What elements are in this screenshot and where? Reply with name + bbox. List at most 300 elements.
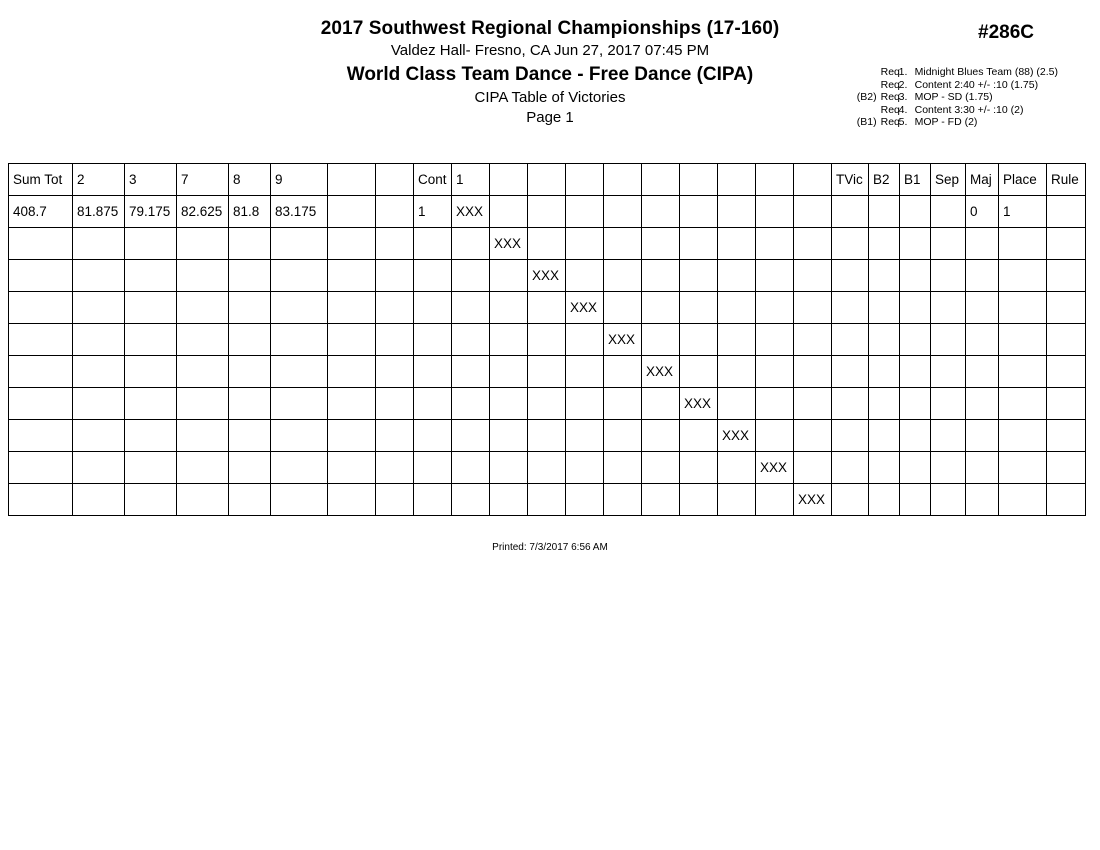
table-cell: 82.625 <box>177 196 229 228</box>
column-header <box>376 164 414 196</box>
table-cell <box>931 484 966 516</box>
table-cell <box>999 356 1047 388</box>
table-cell <box>794 420 832 452</box>
table-cell <box>9 356 73 388</box>
table-cell <box>642 388 680 420</box>
table-cell <box>271 420 328 452</box>
requirement-row <box>849 66 1058 79</box>
table-cell <box>999 388 1047 420</box>
table-cell: 1 <box>414 196 452 228</box>
table-cell <box>966 324 999 356</box>
table-cell <box>869 260 900 292</box>
table-cell <box>414 420 452 452</box>
table-cell <box>328 388 376 420</box>
requirement-number: 3. <box>898 91 908 104</box>
requirement-number: 4. <box>898 103 908 116</box>
table-cell <box>869 356 900 388</box>
table-cell <box>528 420 566 452</box>
table-cell <box>966 356 999 388</box>
table-cell <box>604 260 642 292</box>
table-cell <box>177 388 229 420</box>
table-cell <box>966 420 999 452</box>
table-cell <box>414 356 452 388</box>
table-cell <box>604 420 642 452</box>
table-cell <box>604 292 642 324</box>
table-cell <box>528 324 566 356</box>
column-header <box>328 164 376 196</box>
column-header: TVic <box>832 164 869 196</box>
requirement-text: MOP - SD (1.75) <box>914 91 993 104</box>
table-cell <box>900 484 931 516</box>
table-cell <box>604 452 642 484</box>
table-cell <box>900 196 931 228</box>
table-cell <box>832 260 869 292</box>
table-cell <box>9 292 73 324</box>
table-cell: XXX <box>566 292 604 324</box>
table-cell <box>9 420 73 452</box>
column-header: B2 <box>869 164 900 196</box>
table-cell <box>869 388 900 420</box>
table-cell <box>376 452 414 484</box>
report-subtitle: CIPA Table of Victories <box>474 89 626 106</box>
table-cell <box>642 228 680 260</box>
table-cell <box>1047 196 1086 228</box>
table-cell <box>9 228 73 260</box>
table-cell <box>832 388 869 420</box>
table-cell <box>832 484 869 516</box>
table-cell <box>999 420 1047 452</box>
table-cell <box>271 228 328 260</box>
table-cell <box>528 196 566 228</box>
table-cell <box>376 484 414 516</box>
table-cell <box>756 324 794 356</box>
table-cell <box>794 292 832 324</box>
table-cell <box>328 292 376 324</box>
table-cell: XXX <box>718 420 756 452</box>
table-cell: XXX <box>642 356 680 388</box>
table-cell <box>869 228 900 260</box>
table-cell <box>900 324 931 356</box>
column-header <box>604 164 642 196</box>
table-cell <box>794 356 832 388</box>
table-cell <box>73 292 125 324</box>
table-cell <box>1047 228 1086 260</box>
table-cell <box>966 388 999 420</box>
column-header: Maj <box>966 164 999 196</box>
table-cell <box>900 260 931 292</box>
table-cell <box>756 228 794 260</box>
table-cell <box>1047 356 1086 388</box>
table-cell <box>490 260 528 292</box>
column-header <box>680 164 718 196</box>
table-cell <box>869 484 900 516</box>
table-cell <box>229 228 271 260</box>
table-cell <box>680 292 718 324</box>
table-cell <box>229 356 271 388</box>
table-cell <box>566 356 604 388</box>
table-cell <box>869 292 900 324</box>
table-cell <box>271 260 328 292</box>
table-row <box>9 484 1086 516</box>
table-cell <box>328 356 376 388</box>
requirement-label: Req <box>880 91 900 104</box>
table-cell <box>490 420 528 452</box>
table-row <box>9 324 1086 356</box>
table-cell <box>794 260 832 292</box>
table-cell <box>718 260 756 292</box>
table-cell <box>528 356 566 388</box>
event-title: World Class Team Dance - Free Dance (CIPA) <box>346 64 754 85</box>
table-cell <box>376 260 414 292</box>
table-cell <box>931 324 966 356</box>
requirement-label: Req <box>880 103 900 116</box>
table-cell <box>414 388 452 420</box>
table-cell <box>680 484 718 516</box>
table-cell <box>832 228 869 260</box>
table-cell <box>756 484 794 516</box>
table-cell: 81.8 <box>229 196 271 228</box>
table-cell <box>271 484 328 516</box>
table-cell <box>832 452 869 484</box>
requirement-row <box>849 104 1058 117</box>
table-cell <box>966 292 999 324</box>
column-header <box>794 164 832 196</box>
table-cell <box>73 228 125 260</box>
table-row <box>9 196 1086 228</box>
table-cell <box>414 452 452 484</box>
column-header <box>528 164 566 196</box>
requirements-list <box>849 66 1058 129</box>
requirement-prefix: (B1) <box>856 116 877 129</box>
table-cell <box>490 196 528 228</box>
table-cell <box>718 324 756 356</box>
table-row <box>9 452 1086 484</box>
table-cell <box>680 196 718 228</box>
table-cell <box>756 292 794 324</box>
table-cell <box>9 324 73 356</box>
table-cell <box>271 356 328 388</box>
table-cell <box>604 196 642 228</box>
table-cell <box>642 484 680 516</box>
table-cell <box>832 356 869 388</box>
table-cell <box>125 420 177 452</box>
table-cell <box>414 292 452 324</box>
table-cell <box>642 324 680 356</box>
table-cell: XXX <box>490 228 528 260</box>
table-cell: XXX <box>604 324 642 356</box>
table-cell <box>566 388 604 420</box>
table-cell <box>931 228 966 260</box>
table-cell <box>931 260 966 292</box>
requirement-prefix: (B2) <box>856 91 877 104</box>
table-cell <box>452 228 490 260</box>
requirement-row <box>849 79 1058 92</box>
competition-title: 2017 Southwest Regional Championships (17-160) <box>320 18 780 39</box>
table-cell <box>452 324 490 356</box>
table-cell <box>229 452 271 484</box>
table-cell <box>528 388 566 420</box>
table-cell <box>999 484 1047 516</box>
table-cell <box>229 484 271 516</box>
requirement-text: Content 3:30 +/- :10 (2) <box>914 103 1024 116</box>
table-cell: XXX <box>794 484 832 516</box>
table-row <box>9 388 1086 420</box>
column-header: B1 <box>900 164 931 196</box>
table-cell <box>452 260 490 292</box>
table-cell <box>931 292 966 324</box>
venue-line: Valdez Hall- Fresno, CA Jun 27, 2017 07:45 PM <box>390 42 710 59</box>
table-cell <box>604 484 642 516</box>
table-cell <box>642 420 680 452</box>
column-header <box>642 164 680 196</box>
table-cell <box>900 228 931 260</box>
table-cell <box>869 420 900 452</box>
table-cell <box>900 420 931 452</box>
column-header: 8 <box>229 164 271 196</box>
table-cell <box>490 356 528 388</box>
table-cell <box>1047 420 1086 452</box>
requirement-label: Req <box>880 78 900 91</box>
column-header: Sum Tot <box>9 164 73 196</box>
table-cell <box>414 228 452 260</box>
table-cell <box>869 324 900 356</box>
table-cell <box>271 452 328 484</box>
table-cell <box>966 484 999 516</box>
table-cell <box>900 292 931 324</box>
requirement-prefix <box>849 104 881 117</box>
table-cell <box>490 452 528 484</box>
table-cell <box>125 484 177 516</box>
document-header <box>0 0 1100 127</box>
table-cell: 83.175 <box>271 196 328 228</box>
printed-text: Printed: 7/3/2017 6:56 AM <box>492 542 608 553</box>
table-cell <box>177 228 229 260</box>
table-cell <box>328 452 376 484</box>
table-cell <box>73 260 125 292</box>
table-header-row <box>9 164 1086 196</box>
table-cell: XXX <box>680 388 718 420</box>
requirement-row <box>849 116 1058 129</box>
table-cell <box>177 420 229 452</box>
column-header <box>566 164 604 196</box>
table-cell <box>177 484 229 516</box>
table-cell: XXX <box>756 452 794 484</box>
table-cell <box>9 452 73 484</box>
table-cell <box>999 260 1047 292</box>
table-cell <box>794 388 832 420</box>
table-cell <box>125 292 177 324</box>
table-cell: 81.875 <box>73 196 125 228</box>
column-header: Cont <box>414 164 452 196</box>
table-cell <box>566 196 604 228</box>
table-cell <box>229 292 271 324</box>
printed-stamp <box>0 542 1100 553</box>
column-header: Place <box>999 164 1047 196</box>
table-cell <box>900 356 931 388</box>
table-cell <box>566 484 604 516</box>
table-cell <box>125 356 177 388</box>
table-cell <box>604 228 642 260</box>
table-cell <box>566 324 604 356</box>
requirement-row <box>849 91 1058 104</box>
table-cell <box>73 388 125 420</box>
table-cell <box>756 196 794 228</box>
table-cell <box>125 260 177 292</box>
table-cell <box>832 420 869 452</box>
table-cell <box>452 388 490 420</box>
table-cell <box>794 324 832 356</box>
table-row <box>9 356 1086 388</box>
table-cell <box>452 452 490 484</box>
table-cell <box>1047 292 1086 324</box>
table-cell <box>718 484 756 516</box>
scores-table <box>8 163 1086 516</box>
table-cell <box>490 484 528 516</box>
table-cell <box>229 388 271 420</box>
table-cell <box>414 260 452 292</box>
table-cell <box>376 228 414 260</box>
table-cell <box>528 452 566 484</box>
table-cell <box>718 388 756 420</box>
table-cell <box>177 292 229 324</box>
table-cell <box>414 324 452 356</box>
table-cell: 0 <box>966 196 999 228</box>
table-cell <box>680 228 718 260</box>
table-cell <box>642 260 680 292</box>
table-cell <box>718 196 756 228</box>
column-header: 2 <box>73 164 125 196</box>
column-header: 7 <box>177 164 229 196</box>
table-cell <box>794 196 832 228</box>
table-cell <box>999 452 1047 484</box>
table-row <box>9 228 1086 260</box>
table-cell <box>528 292 566 324</box>
table-cell <box>832 196 869 228</box>
table-cell <box>229 260 271 292</box>
table-cell <box>177 260 229 292</box>
table-cell <box>125 388 177 420</box>
table-cell <box>328 324 376 356</box>
table-cell <box>376 292 414 324</box>
table-cell <box>452 356 490 388</box>
column-header: 3 <box>125 164 177 196</box>
requirement-text: MOP - FD (2) <box>914 116 978 129</box>
requirement-prefix <box>849 79 881 92</box>
table-row <box>9 292 1086 324</box>
table-cell <box>271 388 328 420</box>
table-cell <box>328 260 376 292</box>
table-cell <box>931 420 966 452</box>
table-row <box>9 420 1086 452</box>
table-cell <box>9 484 73 516</box>
table-cell <box>931 452 966 484</box>
table-cell <box>229 420 271 452</box>
table-cell <box>642 452 680 484</box>
table-cell <box>718 228 756 260</box>
table-cell <box>566 420 604 452</box>
table-cell: 1 <box>999 196 1047 228</box>
table-cell <box>528 228 566 260</box>
table-cell <box>566 260 604 292</box>
table-cell <box>900 388 931 420</box>
table-cell <box>999 324 1047 356</box>
table-cell <box>869 452 900 484</box>
table-body <box>9 196 1086 516</box>
table-cell <box>832 292 869 324</box>
table-cell <box>1047 324 1086 356</box>
column-header <box>718 164 756 196</box>
table-cell <box>125 452 177 484</box>
table-cell <box>680 260 718 292</box>
table-cell <box>177 356 229 388</box>
table-cell <box>73 324 125 356</box>
table-cell <box>452 292 490 324</box>
table-cell <box>73 484 125 516</box>
requirement-label: Req <box>880 116 900 129</box>
requirement-text: Content 2:40 +/- :10 (1.75) <box>914 78 1039 91</box>
entry-number: #286C <box>978 22 1034 43</box>
table-cell <box>177 324 229 356</box>
table-cell <box>271 292 328 324</box>
page-label: Page 1 <box>526 109 574 126</box>
requirement-prefix <box>849 66 881 79</box>
table-cell <box>966 452 999 484</box>
table-cell <box>756 356 794 388</box>
table-cell <box>680 324 718 356</box>
table-cell <box>756 388 794 420</box>
table-cell <box>452 420 490 452</box>
table-cell <box>9 260 73 292</box>
requirement-number: 5. <box>898 116 908 129</box>
table-cell <box>125 228 177 260</box>
table-cell <box>328 484 376 516</box>
table-cell <box>376 324 414 356</box>
requirement-label: Req <box>880 66 900 78</box>
column-header: 1 <box>452 164 490 196</box>
table-cell <box>1047 484 1086 516</box>
table-of-victories <box>8 163 1079 516</box>
table-cell <box>718 292 756 324</box>
table-head <box>9 164 1086 196</box>
table-cell: 408.7 <box>9 196 73 228</box>
table-cell <box>271 324 328 356</box>
table-cell <box>931 388 966 420</box>
table-cell <box>680 452 718 484</box>
table-cell <box>604 388 642 420</box>
column-header: Rule <box>1047 164 1086 196</box>
table-cell <box>756 260 794 292</box>
table-cell <box>566 228 604 260</box>
table-cell <box>9 388 73 420</box>
table-cell <box>376 356 414 388</box>
table-cell <box>680 420 718 452</box>
table-row <box>9 260 1086 292</box>
table-cell <box>73 420 125 452</box>
table-cell <box>376 388 414 420</box>
table-cell <box>756 420 794 452</box>
table-cell <box>414 484 452 516</box>
table-cell <box>718 452 756 484</box>
table-cell <box>1047 260 1086 292</box>
table-cell <box>528 484 566 516</box>
table-cell <box>73 452 125 484</box>
table-cell <box>490 388 528 420</box>
table-cell <box>328 196 376 228</box>
table-cell <box>642 292 680 324</box>
column-header: 9 <box>271 164 328 196</box>
table-cell: 79.175 <box>125 196 177 228</box>
table-cell <box>490 324 528 356</box>
